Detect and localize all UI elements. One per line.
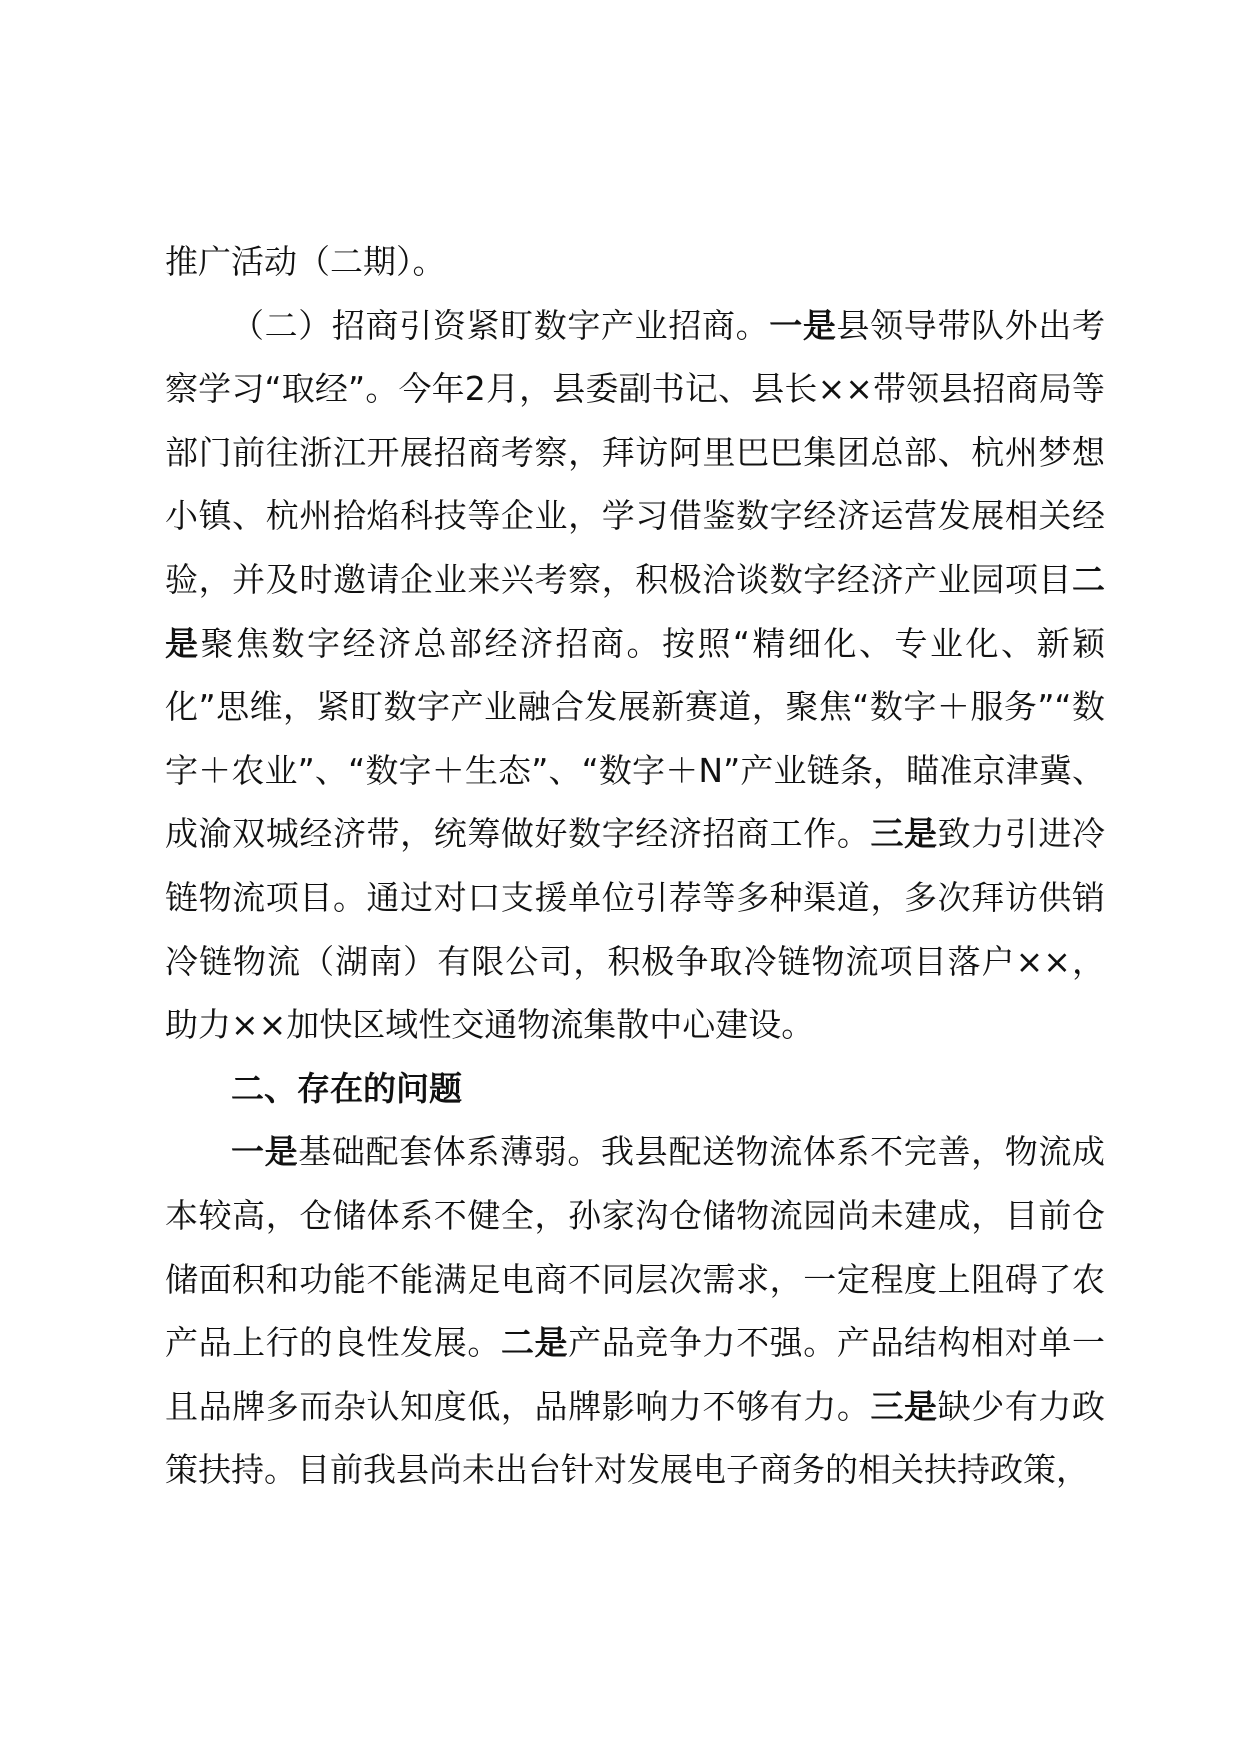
keyword-second: 二是 bbox=[500, 1323, 569, 1363]
paragraph-text: 推广活动（二期）。 bbox=[165, 242, 446, 281]
document-body bbox=[165, 230, 1105, 1502]
paragraph-problems bbox=[165, 1120, 1105, 1502]
paragraph-text: 产品竞争力不强。产品结构相对单一且品牌多而杂认知度低，品牌影响力不够有力。 bbox=[165, 1323, 1106, 1426]
paragraph-text: 缺少有力政策扶持。目前我县尚未出台针对发展电子商务的相关扶持政策， bbox=[165, 1386, 1106, 1490]
keyword-third: 三是 bbox=[870, 1386, 938, 1426]
paragraph-text: 聚焦数字经济总部经济招商。按照“精细化、专业化、新颖化”思维，紧盯数字产业融合发展新赛道，聚焦“数字＋服务”“数字＋农业”、“数字＋生态”、“数字＋N”产业链条，瞄准京津冀、成渝双城经济带，统筹做好数字经济招商工作。 bbox=[165, 623, 1105, 854]
paragraph-investment bbox=[165, 294, 1105, 1057]
paragraph-text: 致力引进冷链物流项目。通过对口支援单位引荐等多种渠道，多次拜访供销冷链物流（湖南）有限公司，积极争取冷链物流项目落户××，助力××加快区域性交通物流集散中心建设。 bbox=[165, 814, 1106, 1045]
section-heading bbox=[165, 1057, 1105, 1121]
heading-text: 二、存在的问题 bbox=[231, 1068, 462, 1108]
section-lead: （二）招商引资紧盯数字产业招商。 bbox=[231, 305, 770, 345]
keyword-first: 一是 bbox=[231, 1132, 299, 1172]
paragraph-text: 县领导带队外出考察学习“取经”。今年2月，县委副书记、县长××带领县招商局等部门前往浙江开展招商考察，拜访阿里巴巴集团总部、杭州梦想小镇、杭州拾焰科技等企业，学习借鉴数字经济运营发展相关经验，并及时邀请企业来兴考察，积极洽谈数字经济产业园项目 bbox=[165, 305, 1106, 599]
keyword-third: 三是 bbox=[870, 814, 938, 854]
paragraph-continuation bbox=[165, 230, 1105, 294]
paragraph-text: 基础配套体系薄弱。我县配送物流体系不完善，物流成本较高，仓储体系不健全，孙家沟仓储物流园尚未建成，目前仓储面积和功能不能满足电商不同层次需求，一定程度上阻碍了农产品上行的良性发展。 bbox=[165, 1132, 1106, 1363]
keyword-first: 一是 bbox=[769, 305, 837, 345]
keyword-second: 二是 bbox=[165, 559, 1105, 663]
